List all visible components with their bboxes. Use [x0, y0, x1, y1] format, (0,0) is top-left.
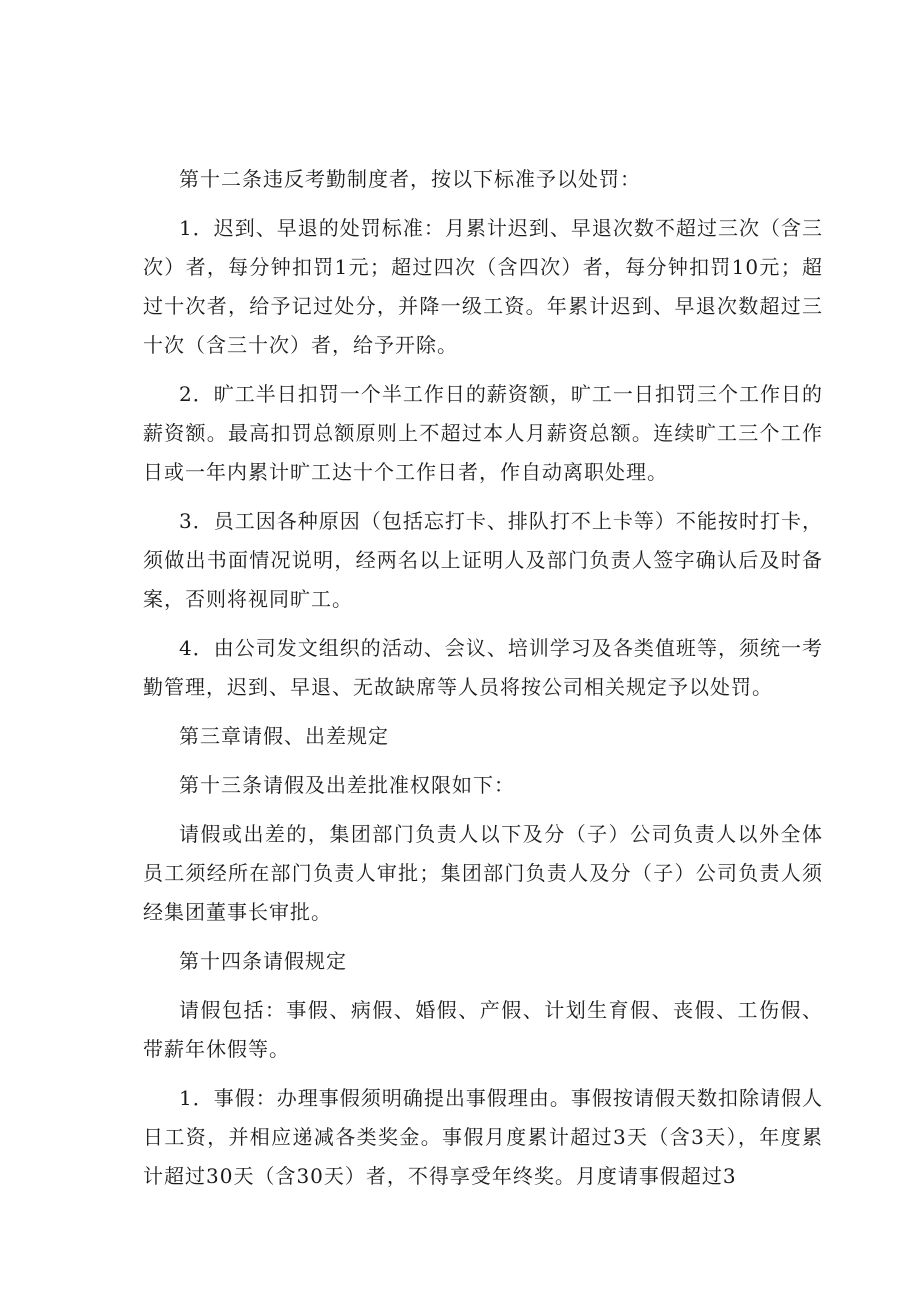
article-13-heading: 第十三条请假及出差批准权限如下： — [179, 773, 515, 797]
article-12-item-2: 2．旷工半日扣罚一个半工作日的薪资额，旷工一日扣罚三个工作日的薪资额。最高扣罚总额原则上不超过本人月薪资总额。连续旷工三个工作日或一年内累计旷工达十个工作日者，作自动离职处理。 — [143, 382, 823, 484]
article-12-item-4: 4．由公司发文组织的活动、会议、培训学习及各类值班等，须统一考勤管理，迟到、早退、无故缺席等人员将按公司相关规定予以处罚。 — [143, 636, 823, 699]
article-12-item-3: 3．员工因各种原因（包括忘打卡、排队打不上卡等）不能按时打卡，须做出书面情况说明，经两名以上证明人及部门负责人签字确认后及时备案，否则将视同旷工。 — [143, 509, 823, 611]
article-12-heading: 第十二条违反考勤制度者，按以下标准予以处罚： — [179, 167, 641, 191]
document-body — [143, 160, 823, 1206]
article-12-item-1: 1．迟到、早退的处罚标准：月累计迟到、早退次数不超过三次（含三次）者，每分钟扣罚1元；超过四次（含四次）者，每分钟扣罚10元；超过十次者，给予记过处分，并降一级工资。年累计迟到、早退次数超过三十次（含三十次）者，给予开除。 — [143, 216, 823, 357]
chapter-3-heading: 第三章请假、出差规定 — [179, 724, 389, 748]
leave-types-paragraph: 请假包括：事假、病假、婚假、产假、计划生育假、丧假、工伤假、带薪年休假等。 — [143, 998, 823, 1061]
personal-leave-paragraph: 1．事假：办理事假须明确提出事假理由。事假按请假天数扣除请假人日工资，并相应递减各类奖金。事假月度累计超过3天（含3天），年度累计超过30天（含30天）者，不得享受年终奖。月度请事假超过3 — [143, 1086, 823, 1188]
article-13-body: 请假或出差的，集团部门负责人以下及分（子）公司负责人以外全体员工须经所在部门负责人审批；集团部门负责人及分（子）公司负责人须经集团董事长审批。 — [143, 822, 823, 924]
article-14-heading: 第十四条请假规定 — [179, 949, 347, 973]
